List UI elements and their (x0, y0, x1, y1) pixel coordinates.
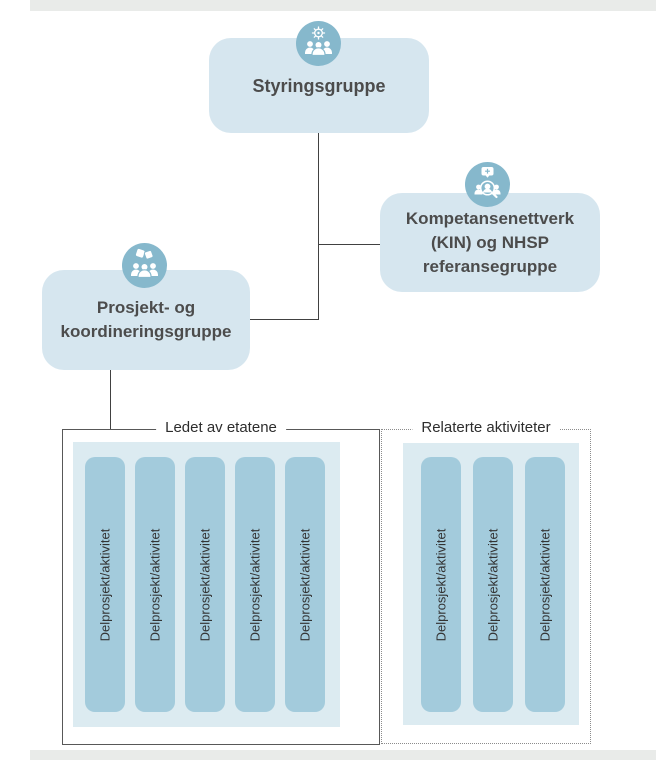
puzzle-people-icon (122, 243, 167, 288)
search-people-icon (465, 162, 510, 207)
connector-styringsgruppe-down (318, 133, 319, 320)
group-ledet-label: Ledet av etatene (156, 419, 286, 436)
page-edge-bottom (30, 750, 656, 760)
activity-bar-label: Delprosjekt/aktivitet (297, 528, 313, 641)
group-ledet-av-etatene (62, 419, 380, 745)
node-kompetansenettverk-line1: Kompetansenettverk (405, 208, 575, 228)
activity-bar (135, 457, 175, 712)
connector-prosjekt-to-group (110, 368, 111, 429)
node-kompetansenettverk-line3: referansegruppe (422, 256, 558, 276)
node-styringsgruppe-label: Styringsgruppe (252, 75, 386, 96)
node-kompetansenettverk (380, 193, 600, 292)
activity-bar-label: Delprosjekt/aktivitet (247, 528, 263, 641)
bar-panel-relaterte (403, 443, 579, 725)
connector-to-prosjektgruppe (250, 319, 319, 320)
activity-bar-label: Delprosjekt/aktivitet (197, 528, 213, 641)
page-edge-top (30, 0, 656, 11)
activity-bar (473, 457, 513, 712)
group-relaterte-aktiviteter (381, 419, 591, 744)
group-relaterte-label: Relaterte aktiviteter (412, 419, 559, 436)
activity-bar (525, 457, 565, 712)
activity-bar (285, 457, 325, 712)
activity-bar (85, 457, 125, 712)
activity-bar-label: Delprosjekt/aktivitet (433, 528, 449, 641)
activity-bar-label: Delprosjekt/aktivitet (97, 528, 113, 641)
node-prosjekt-line1: Prosjekt- og (96, 298, 196, 317)
activity-bar-label: Delprosjekt/aktivitet (537, 528, 553, 641)
helm-people-icon (296, 21, 341, 66)
bar-panel-ledet (73, 442, 340, 727)
activity-bar-label: Delprosjekt/aktivitet (147, 528, 163, 641)
node-prosjekt-line2: koordineringsgruppe (60, 322, 232, 341)
activity-bar (235, 457, 275, 712)
activity-bar (421, 457, 461, 712)
activity-bar (185, 457, 225, 712)
activity-bar-label: Delprosjekt/aktivitet (485, 528, 501, 641)
node-kompetansenettverk-line2: (KIN) og NHSP (430, 232, 550, 252)
connector-to-kompetansenettverk (318, 244, 380, 245)
